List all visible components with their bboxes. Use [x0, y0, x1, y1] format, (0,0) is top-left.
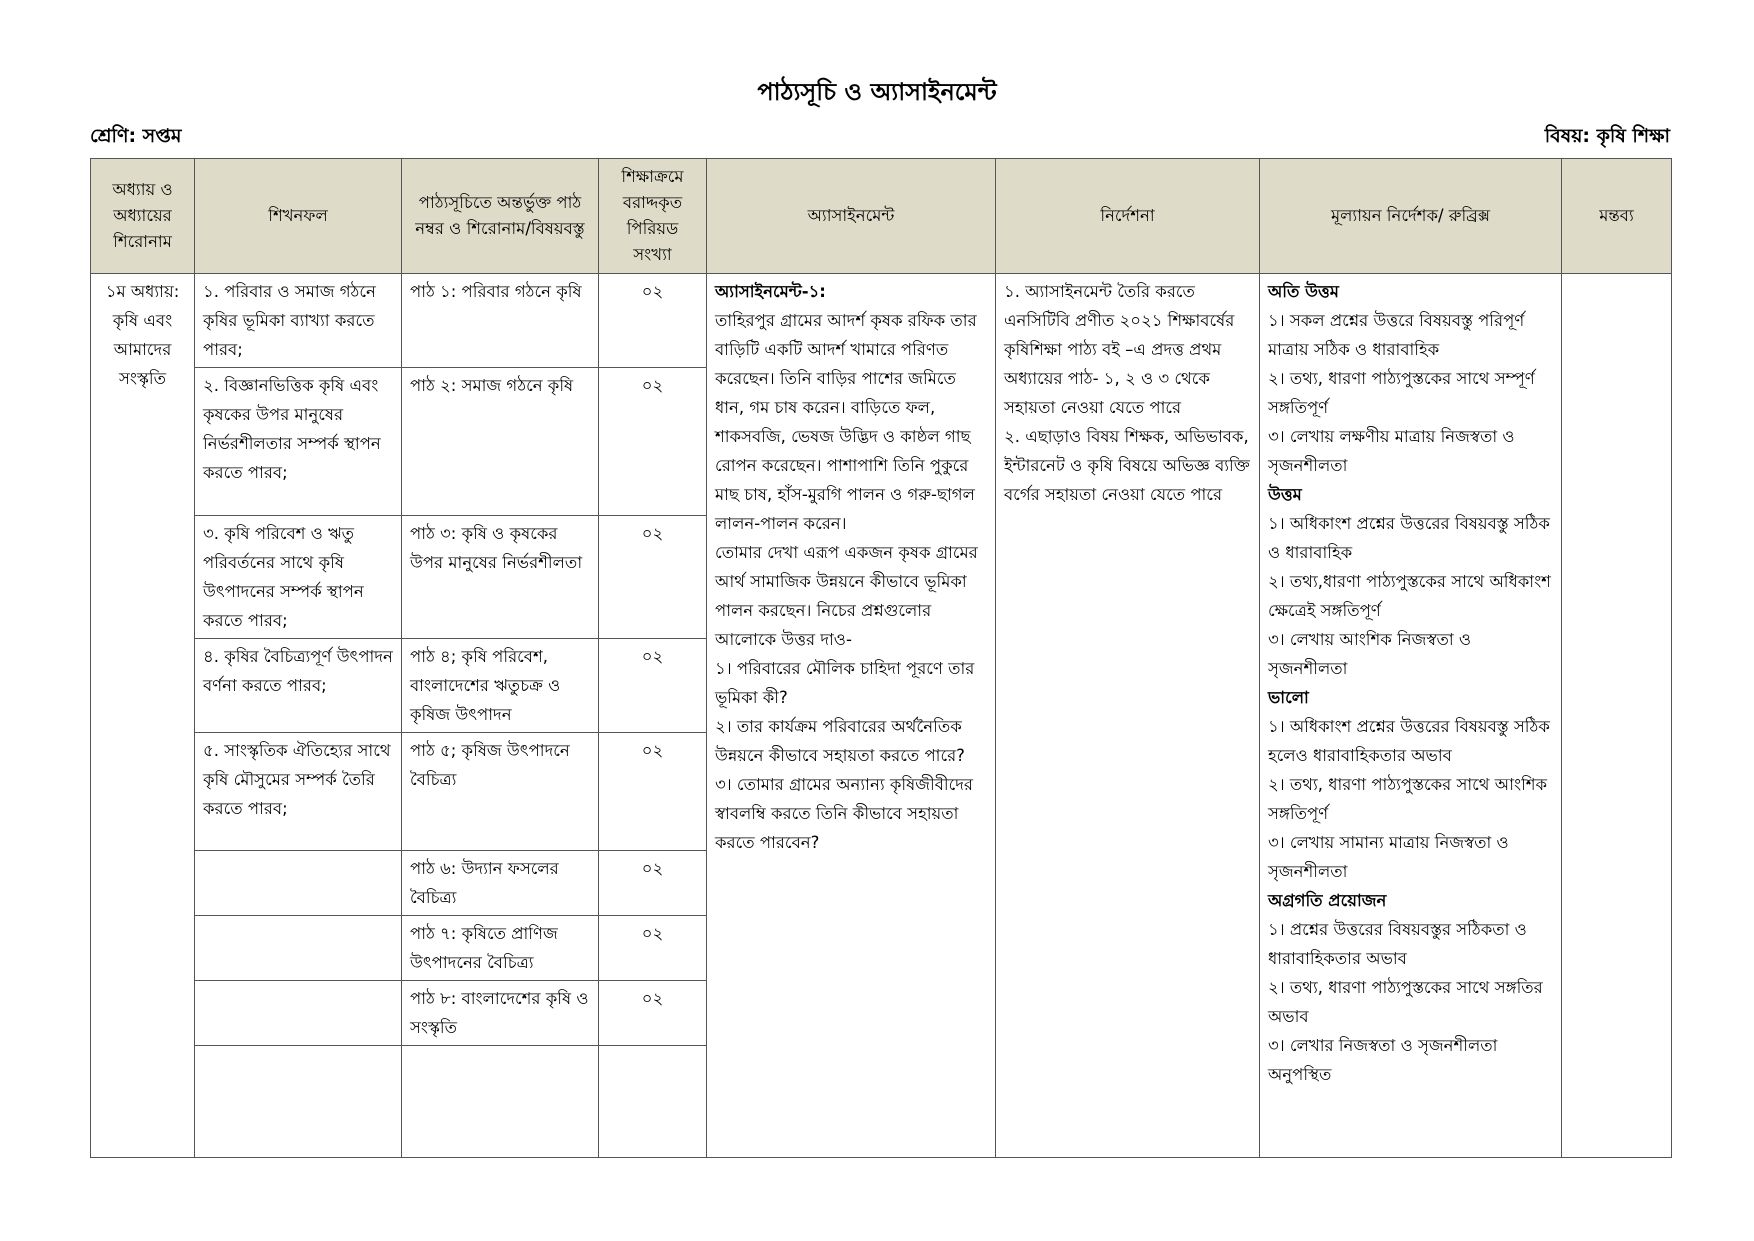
table-header-row: [91, 159, 1672, 274]
outcome-cell: ১. পরিবার ও সমাজ গঠনে কৃষির ভূমিকা ব্যাখ্যা করতে পারব;: [195, 274, 402, 368]
outcome-cell-empty: [195, 851, 402, 916]
assignment-cell: [707, 274, 996, 1158]
lesson-cell: পাঠ ৬: উদ্যান ফসলের বৈচিত্র্য: [402, 851, 599, 916]
periods-cell: ০২: [599, 733, 707, 851]
header-chapter: অধ্যায় ও অধ্যায়ের শিরোনাম: [91, 159, 195, 274]
rubric-item: ১। অধিকাংশ প্রশ্নের উত্তরের বিষয়বস্তু সঠিক ও ধারাবাহিক: [1268, 514, 1550, 562]
lesson-cell: পাঠ ৩: কৃষি ও কৃষকের উপর মানুষের নির্ভরশীলতা: [402, 516, 599, 639]
header-periods: শিক্ষাক্রমে বরাদ্দকৃত পিরিয়ড সংখ্যা: [599, 159, 707, 274]
rubric-item: ৩। লেখার নিজস্বতা ও সৃজনশীলতা অনুপস্থিত: [1268, 1036, 1498, 1084]
lesson-cell: পাঠ ৭: কৃষিতে প্রাণিজ উৎপাদনের বৈচিত্র্য: [402, 916, 599, 981]
rubric-level: উত্তম: [1268, 485, 1302, 504]
header-rubric: মূল্যায়ন নির্দেশক/ রুব্রিক্স: [1260, 159, 1562, 274]
rubric-item: ২। তথ্য,ধারণা পাঠ্যপুস্তকের সাথে অধিকাংশ ক্ষেত্রেই সঙ্গতিপূর্ণ: [1268, 572, 1551, 620]
instruction-item: ১. অ্যাসাইনমেন্ট তৈরি করতে এনসিটিবি প্রণীত ২০২১ শিক্ষাবর্ষের কৃষিশিক্ষা পাঠ্য বই –এ প্রদত্ত প্রথম অধ্যায়ের পাঠ- ১, ২ ও ৩ থেকে সহায়তা নেওয়া যেতে পারে: [1004, 282, 1235, 417]
periods-cell: ০২: [599, 639, 707, 733]
lesson-cell-empty: [402, 1046, 599, 1158]
outcome-cell: ৩. কৃষি পরিবেশ ও ঋতু পরিবর্তনের সাথে কৃষি উৎপাদনের সম্পর্ক স্থাপন করতে পারব;: [195, 516, 402, 639]
rubric-item: ২। তথ্য, ধারণা পাঠ্যপুস্তকের সাথে সম্পূর্ণ সঙ্গতিপূর্ণ: [1268, 369, 1535, 417]
rubric-cell: [1260, 274, 1562, 1158]
periods-cell-empty: [599, 1046, 707, 1158]
periods-cell: ০২: [599, 851, 707, 916]
assignment-question: ২। তার কার্যক্রম পরিবারের অর্থনৈতিক উন্নয়নে কীভাবে সহায়তা করতে পারে?: [715, 717, 965, 765]
header-instructions: নির্দেশনা: [996, 159, 1260, 274]
lesson-cell: পাঠ ২: সমাজ গঠনে কৃষি: [402, 368, 599, 516]
page-title: পাঠ্যসূচি ও অ্যাসাইনমেন্ট: [757, 78, 997, 106]
periods-cell: ০২: [599, 368, 707, 516]
syllabus-table: [90, 158, 1672, 1158]
assignment-question: ৩। তোমার গ্রামের অন্যান্য কৃষিজীবীদের স্বাবলম্বি করতে তিনি কীভাবে সহায়তা করতে পারবেন?: [715, 775, 973, 852]
outcome-cell: ৫. সাংস্কৃতিক ঐতিহ্যের সাথে কৃষি মৌসুমের সম্পর্ক তৈরি করতে পারব;: [195, 733, 402, 851]
class-label: শ্রেণি: সপ্তম: [90, 125, 182, 147]
assignment-prompt: তোমার দেখা এরূপ একজন কৃষক গ্রামের আর্থ সামাজিক উন্নয়নে কীভাবে ভূমিকা পালন করছেন। নিচের প্রশ্নগুলোর আলোকে উত্তর দাও-: [715, 543, 978, 649]
outcome-cell: ৪. কৃষির বৈচিত্র্যপূর্ণ উৎপাদন বর্ণনা করতে পারব;: [195, 639, 402, 733]
instruction-item: ২. এছাড়াও বিষয় শিক্ষক, অভিভাবক, ইন্টারনেট ও কৃষি বিষয়ে অভিজ্ঞ ব্যক্তি বর্গের সহায়তা নেওয়া যেতে পারে: [1004, 427, 1250, 504]
rubric-item: ১। সকল প্রশ্নের উত্তরে বিষয়বস্তু পরিপূর্ণ মাত্রায় সঠিক ও ধারাবাহিক: [1268, 311, 1525, 359]
rubric-level: অতি উত্তম: [1268, 282, 1339, 301]
rubric-item: ৩। লেখায় আংশিক নিজস্বতা ও সৃজনশীলতা: [1268, 630, 1471, 678]
remarks-cell: [1562, 274, 1672, 1158]
outcome-cell-empty: [195, 916, 402, 981]
rubric-item: ৩। লেখায় লক্ষণীয় মাত্রায় নিজস্বতা ও সৃজনশীলতা: [1268, 427, 1515, 475]
rubric-level: অগ্রগতি প্রয়োজন: [1268, 891, 1387, 910]
lesson-cell: পাঠ ১: পরিবার গঠনে কৃষি: [402, 274, 599, 368]
subject-label: বিষয়: কৃষি শিক্ষা: [1544, 125, 1670, 147]
lesson-cell: পাঠ ৪; কৃষি পরিবেশ, বাংলাদেশের ঋতুচক্র ও কৃষিজ উৎপাদন: [402, 639, 599, 733]
table-row: [91, 274, 1672, 368]
header-lesson: পাঠ্যসূচিতে অন্তর্ভুক্ত পাঠ নম্বর ও শিরোনাম/বিষয়বস্তু: [402, 159, 599, 274]
instructions-cell: [996, 274, 1260, 1158]
assignment-heading: অ্যাসাইনমেন্ট-১:: [715, 282, 826, 301]
header-remarks: মন্তব্য: [1562, 159, 1672, 274]
rubric-item: ১। প্রশ্নের উত্তরের বিষয়বস্তুর সঠিকতা ও ধারাবাহিকতার অভাব: [1268, 920, 1527, 968]
rubric-level: ভালো: [1268, 688, 1309, 707]
periods-cell: ০২: [599, 981, 707, 1046]
rubric-item: ৩। লেখায় সামান্য মাত্রায় নিজস্বতা ও সৃজনশীলতা: [1268, 833, 1509, 881]
assignment-question: ১। পরিবারের মৌলিক চাহিদা পূরণে তার ভূমিকা কী?: [715, 659, 975, 707]
outcome-cell: ২. বিজ্ঞানভিত্তিক কৃষি এবং কৃষকের উপর মানুষের নির্ভরশীলতার সম্পর্ক স্থাপন করতে পারব;: [195, 368, 402, 516]
lesson-cell: পাঠ ৫; কৃষিজ উৎপাদনে বৈচিত্র্য: [402, 733, 599, 851]
rubric-item: ২। তথ্য, ধারণা পাঠ্যপুস্তকের সাথে আংশিক সঙ্গতিপূর্ণ: [1268, 775, 1548, 823]
periods-cell: ০২: [599, 916, 707, 981]
chapter-cell: ১ম অধ্যায়: কৃষি এবং আমাদের সংস্কৃতি: [91, 274, 195, 1158]
rubric-item: ২। তথ্য, ধারণা পাঠ্যপুস্তকের সাথে সঙ্গতির অভাব: [1268, 978, 1543, 1026]
periods-cell: ০২: [599, 516, 707, 639]
outcome-cell-empty: [195, 1046, 402, 1158]
periods-cell: ০২: [599, 274, 707, 368]
header-outcome: শিখনফল: [195, 159, 402, 274]
rubric-item: ১। অধিকাংশ প্রশ্নের উত্তরের বিষয়বস্তু সঠিক হলেও ধারাবাহিকতার অভাব: [1268, 717, 1550, 765]
header-assignment: অ্যাসাইনমেন্ট: [707, 159, 996, 274]
lesson-cell: পাঠ ৮: বাংলাদেশের কৃষি ও সংস্কৃতি: [402, 981, 599, 1046]
assignment-body: তাহিরপুর গ্রামের আদর্শ কৃষক রফিক তার বাড়িটি একটি আদর্শ খামারে পরিণত করেছেন। তিনি বাড়ির পাশের জমিতে ধান, গম চাষ করেন। বাড়িতে ফল, শাকসবজি, ভেষজ উদ্ভিদ ও কাষ্ঠল গাছ রোপন করেছেন। পাশাপাশি তিনি পুকুরে মাছ চাষ, হাঁস-মুরগি পালন ও গরু-ছাগল লালন-পালন করেন।: [715, 311, 977, 533]
outcome-cell-empty: [195, 981, 402, 1046]
